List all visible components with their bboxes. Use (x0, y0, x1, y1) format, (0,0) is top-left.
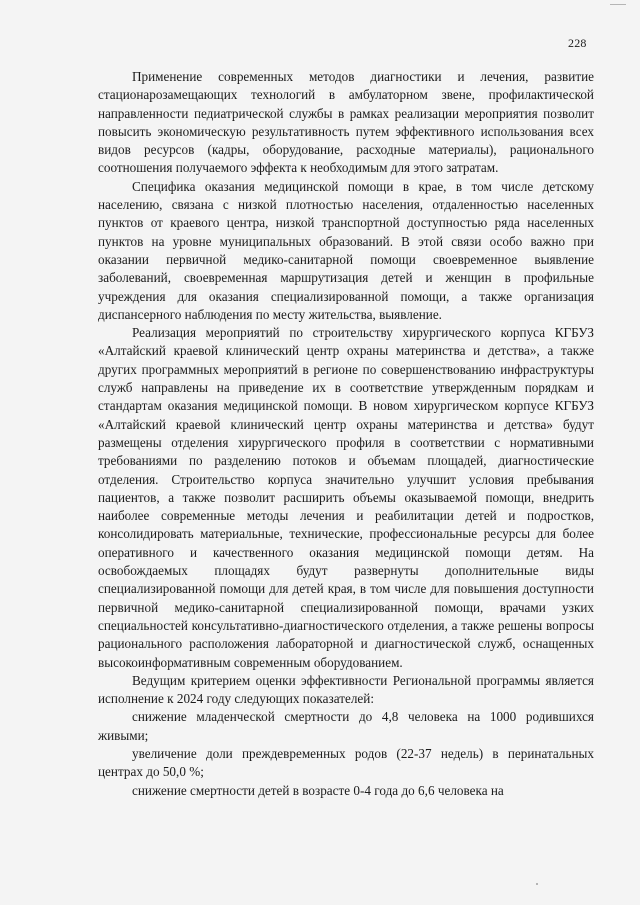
paragraph-criteria: Ведущим критерием оценки эффективности Региональной программы является исполнение к 2024 году следующих показателей: (98, 672, 594, 707)
paragraph-specifics: Специфика оказания медицинской помощи в крае, в том числе детскому населению, связана с низкой плотностью населения, отдаленностью населенных пунктов от краевого центра, низкой транспортной доступностью ряда населенных пунктов на уровне муниципальных образований. В этой связи особо важно при оказании первичной медико-санитарной помощи своевременное выявление заболеваний, своевременная маршрутизация детей и женщин в профильные учреждения для оказания специализированной помощи, а также организация диспансерного наблюдения по месту жительства, выявление. (98, 178, 594, 322)
page-number: 228 (568, 36, 587, 50)
scan-speck (536, 883, 538, 885)
scan-mark (610, 4, 626, 7)
list-item-child-mortality: снижение смертности детей в возрасте 0-4 года до 6,6 человека на (132, 782, 504, 798)
body-text (98, 68, 594, 800)
paragraph-methods: Применение современных методов диагностики и лечения, развитие стационарозамещающих технологий в амбулаторном звене, профилактической направленности педиатрической службы в рамках реализации мероприятия позволит повысить экономическую результативность путем эффективного использования всех видов ресурсов (кадры, оборудование, расходные материалы), рационального соотношения получаемого эффекта к необходимым для этого затратам. (98, 69, 594, 176)
list-item-infant-mortality: снижение младенческой смертности до 4,8 человека на 1000 родившихся живыми; (98, 709, 594, 743)
list-item-premature-births: увеличение доли преждевременных родов (22-37 недель) в перинатальных центрах до 50,0 %; (98, 745, 594, 780)
paragraph-implementation: Реализация мероприятий по строительству хирургического корпуса КГБУЗ «Алтайский краевой клинический центр охраны материнства и детства», а также других программных мероприятий в регионе по совершенствованию инфраструктуры служб направлены на приведение их в соответствие утвержденным порядкам и стандартам оказания медицинской помощи. В новом хирургическом корпусе КГБУЗ «Алтайский краевой клинический центр охраны материнства и детства» будут размещены отделения хирургического профиля в соответствии с нормативными требованиями по разделению потоков и объемам площадей, диагностические отделения. Строительство корпуса значительно улучшит условия пребывания пациентов, а также позволит расширить объемы оказываемой помощи, внедрить наиболее современные методы лечения и реабилитации детей и подростков, консолидировать материальные, технические, профессиональные ресурсы для более оперативного и качественного оказания медицинской помощи детям. На освобождаемых площадях будут развернуты дополнительные виды специализированной помощи для детей края, в том числе для повышения доступности первичной медико-санитарной специализированной помощи, врачами узких специальностей консультативно-диагностического отделения, а также решены вопросы рационального расположения лабораторной и диагностической служб, оснащенных высокоинформативным современным оборудованием. (98, 325, 594, 670)
